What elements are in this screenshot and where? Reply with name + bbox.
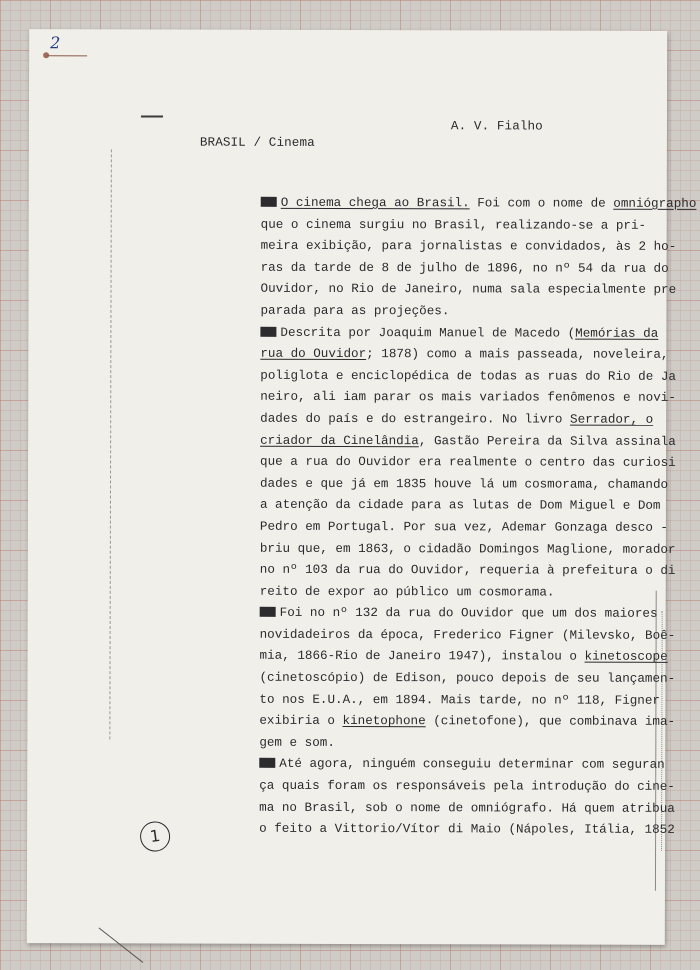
underlined-text: Serrador, o — [570, 412, 654, 427]
text-line — [260, 581, 696, 604]
text-segment: (cinetoscópio) de Edison, pouco depois de seu lançamen- — [259, 670, 676, 686]
text-line — [260, 366, 696, 389]
text-line — [259, 689, 695, 712]
text-line — [260, 517, 696, 540]
underlined-text: kinetoscope — [584, 650, 668, 665]
text-segment: neiro, ali iam parar os mais variados fenômenos e novi- — [260, 390, 676, 406]
ink-stroke — [47, 55, 87, 56]
body-text — [259, 193, 696, 842]
text-segment: dades do país e do estrangeiro. No livro — [260, 411, 571, 427]
document-heading: BRASIL / Cinema — [199, 135, 315, 150]
text-line — [260, 625, 696, 648]
text-segment: dades e que já em 1835 houve lá um cosmorama, chamando — [259, 476, 669, 492]
text-segment: ras da tarde de 8 de julho de 1896, no nº 54 da rua do — [260, 260, 669, 276]
text-line — [260, 538, 696, 561]
text-segment: Foi no nº 132 da rua do Ouvidor que um dos maiores — [279, 606, 658, 622]
text-line — [259, 711, 695, 734]
text-line — [261, 236, 697, 259]
text-line — [260, 646, 696, 669]
text-segment: o feito a Vittorio/Vítor di Maio (Nápoles, Itália, 1852 — [259, 821, 675, 838]
text-segment: , Gastão Pereira da Silva assinala — [418, 433, 676, 449]
text-line — [260, 409, 696, 432]
text-line — [260, 430, 696, 453]
text-segment: gem e som. — [259, 735, 335, 750]
text-segment: briu que, em 1863, o cidadão Domingos Maglione, morador — [259, 541, 676, 557]
text-line — [259, 754, 695, 777]
text-line — [260, 603, 696, 626]
margin-fold-line — [109, 149, 113, 739]
text-segment: que o cinema surgiu no Brasil, realizando-se a pri- — [260, 217, 647, 233]
text-line — [260, 301, 696, 324]
underlined-text: pho — [673, 196, 697, 211]
text-segment: mia, 1866-Rio de Janeiro 1947), instalou o — [259, 649, 585, 665]
text-segment: Pedro em Portugal. Por sua vez, Ademar Gonzaga desco - — [259, 519, 669, 535]
text-line — [260, 560, 696, 583]
handwritten-page-number: 2 — [50, 33, 61, 53]
text-line — [261, 193, 697, 216]
text-line — [260, 452, 696, 475]
paragraph-mark-icon — [260, 607, 276, 617]
author-name: A. V. Fialho — [450, 119, 543, 134]
text-line — [259, 733, 695, 756]
underlined-text: Memórias da — [575, 326, 659, 341]
text-line — [259, 668, 695, 691]
text-segment: ; 1878) como a mais passeada, noveleira, — [366, 347, 669, 362]
text-segment: no nº 103 da rua do Ouvidor, requeria à prefeitura o di — [259, 562, 676, 578]
text-segment: Descrita por Joaquim Manuel de Macedo ( — [280, 325, 576, 341]
paragraph-mark-icon — [259, 758, 275, 768]
underlined-text: rua do Ouvidor — [260, 346, 367, 362]
text-segment: Foi com o nome de — [469, 196, 614, 211]
underlined-text: O cinema chega ao Brasil. — [280, 195, 470, 211]
text-line — [259, 776, 695, 799]
underlined-text: omniógra — [613, 196, 674, 211]
underlined-text: criador da Cinelândia — [260, 433, 419, 448]
text-line — [260, 387, 696, 410]
typed-page — [27, 29, 697, 945]
text-line — [260, 322, 696, 345]
underlined-text: kinetophone — [342, 714, 426, 729]
text-segment: to nos E.U.A., em 1894. Mais tarde, no nº 118, Figner — [259, 692, 661, 708]
typed-dash — [141, 115, 163, 117]
text-segment: Até agora, ninguém conseguiu determinar com seguran — [279, 757, 665, 773]
text-line — [260, 473, 696, 496]
text-line — [260, 495, 696, 518]
text-line — [259, 819, 695, 842]
text-segment: exibiria o — [259, 714, 343, 729]
text-segment: poliglota e enciclopédica de todas as ruas do Rio de Ja — [260, 368, 676, 384]
paragraph-mark-icon — [261, 197, 277, 207]
text-segment: a atenção da cidade para as lutas de Dom Miguel e Dom — [259, 498, 661, 514]
pencil-stroke — [99, 927, 144, 962]
text-segment: parada para as projeções. — [260, 303, 450, 319]
text-segment: Ouvidor, no Rio de Janeiro, numa sala especialmente pre — [260, 282, 677, 298]
text-line — [260, 344, 696, 367]
text-line — [261, 214, 697, 237]
circled-page-number: 1 — [138, 820, 172, 854]
text-line — [259, 797, 695, 820]
text-segment: reito de expor ao público um cosmorama. — [259, 584, 555, 600]
text-segment: ça quais foram os responsáveis pela introdução do cine- — [259, 778, 675, 794]
paragraph-mark-icon — [260, 326, 276, 336]
text-segment: novidadeiros da época, Frederico Figner (Milevsko, Boê- — [259, 627, 676, 643]
text-segment: ma no Brasil, sob o nome de omniógrafo. Há quem atribua — [259, 800, 675, 816]
text-segment: que a rua do Ouvidor era realmente o centro das curiosi — [260, 454, 676, 470]
text-segment: meira exibição, para jornalistas e convidados, às 2 ho- — [260, 238, 677, 255]
text-line — [261, 258, 697, 281]
text-line — [260, 279, 696, 302]
text-segment: (cinetofone), que combinava ima- — [425, 714, 676, 730]
